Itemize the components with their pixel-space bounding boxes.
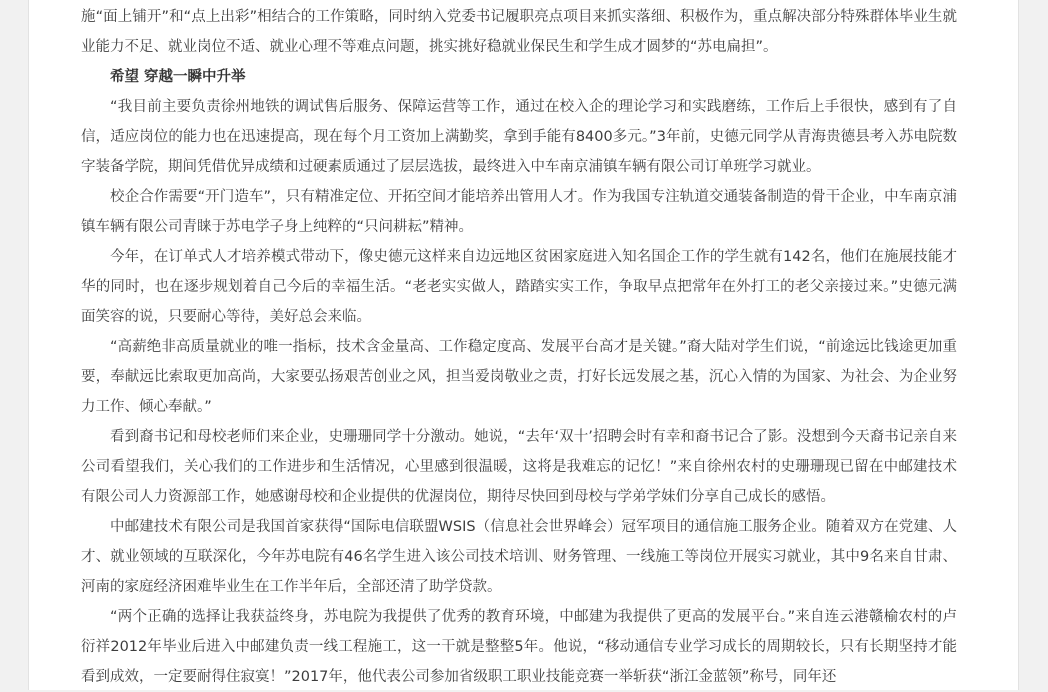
- paragraph: 中邮建技术有限公司是我国首家获得“国际电信联盟WSIS（信息社会世界峰会）冠军项目的通信施工服务企业。随着双方在党建、人才、就业领域的互联深化，今年苏电院有46名学生进入该公司技术培训、财务管理、一线施工等岗位开展实习就业，其中9名来自甘肃、河南的家庭经济困难毕业生在工作半年后，全部还清了助学贷款。: [81, 519, 957, 595]
- paragraph: “两个正确的选择让我获益终身，苏电院为我提供了优秀的教育环境，中邮建为我提供了更高的发展平台。”来自连云港赣榆农村的卢衍祥2012年毕业后进入中邮建负责一线工程施工，这一干就是整整5年。他说，“移动通信专业学习成长的周期较长，只有长期坚持才能看到成效，一定要耐得住寂寞！”2017年，他代表公司参加省级职工职业技能竞赛一举斩获“浙江金蓝领”称号，同年还: [81, 609, 957, 685]
- paragraph: 看到裔书记和母校老师们来企业，史珊珊同学十分激动。她说，“去年‘双十’招聘会时有幸和裔书记合了影。没想到今天裔书记亲自来公司看望我们，关心我们的工作进步和生活情况，心里感到很温暖，这将是我难忘的记忆！”来自徐州农村的史珊珊现已留在中邮建技术有限公司人力资源部工作，她感谢母校和企业提供的优渥岗位，期待尽快回到母校与学弟学妹们分享自己成长的感悟。: [81, 429, 957, 505]
- article-page: [28, 0, 1019, 690]
- paragraph: 校企合作需要“开门造车”，只有精准定位、开拓空间才能培养出管用人才。作为我国专注轨道交通装备制造的骨干企业，中车南京浦镇车辆有限公司青睐于苏电学子身上纯粹的“只问耕耘”精神。: [81, 189, 957, 235]
- paragraph-intro-tail: 施“面上铺开”和“点上出彩”相结合的工作策略，同时纳入党委书记履职亮点项目来抓实落细、积极作为，重点解决部分特殊群体毕业生就业能力不足、就业岗位不适、就业心理不等难点问题，挑实挑好稳就业保民生和学生成才圆梦的“苏电扁担”。: [81, 9, 957, 55]
- paragraph: “高薪绝非高质量就业的唯一指标，技术含金量高、工作稳定度高、发展平台高才是关键。”裔大陆对学生们说，“前途远比钱途更加重要，奉献远比索取更加高尚，大家要弘扬艰苦创业之风，担当爱岗敬业之责，打好长远发展之基，沉心入情的为国家、为社会、为企业努力工作、倾心奉献。”: [81, 339, 957, 415]
- paragraph: “我目前主要负责徐州地铁的调试售后服务、保障运营等工作，通过在校入企的理论学习和实践磨练，工作后上手很快，感到有了自信，适应岗位的能力也在迅速提高，现在每个月工资加上满勤奖，拿到手能有8400多元。”3年前，史德元同学从青海贵德县考入苏电院数字装备学院，期间凭借优异成绩和过硬素质通过了层层选拔，最终进入中车南京浦镇车辆有限公司订单班学习就业。: [81, 99, 957, 175]
- article-body: [81, 2, 957, 692]
- section-heading: 希望 穿越一瞬中升举: [110, 69, 246, 85]
- paragraph: 今年，在订单式人才培养模式带动下，像史德元这样来自边远地区贫困家庭进入知名国企工作的学生就有142名，他们在施展技能才华的同时，也在逐步规划着自己今后的幸福生活。“老老实实做人，踏踏实实工作，争取早点把常年在外打工的老父亲接过来。”史德元满面笑容的说，只要耐心等待，美好总会来临。: [81, 249, 957, 325]
